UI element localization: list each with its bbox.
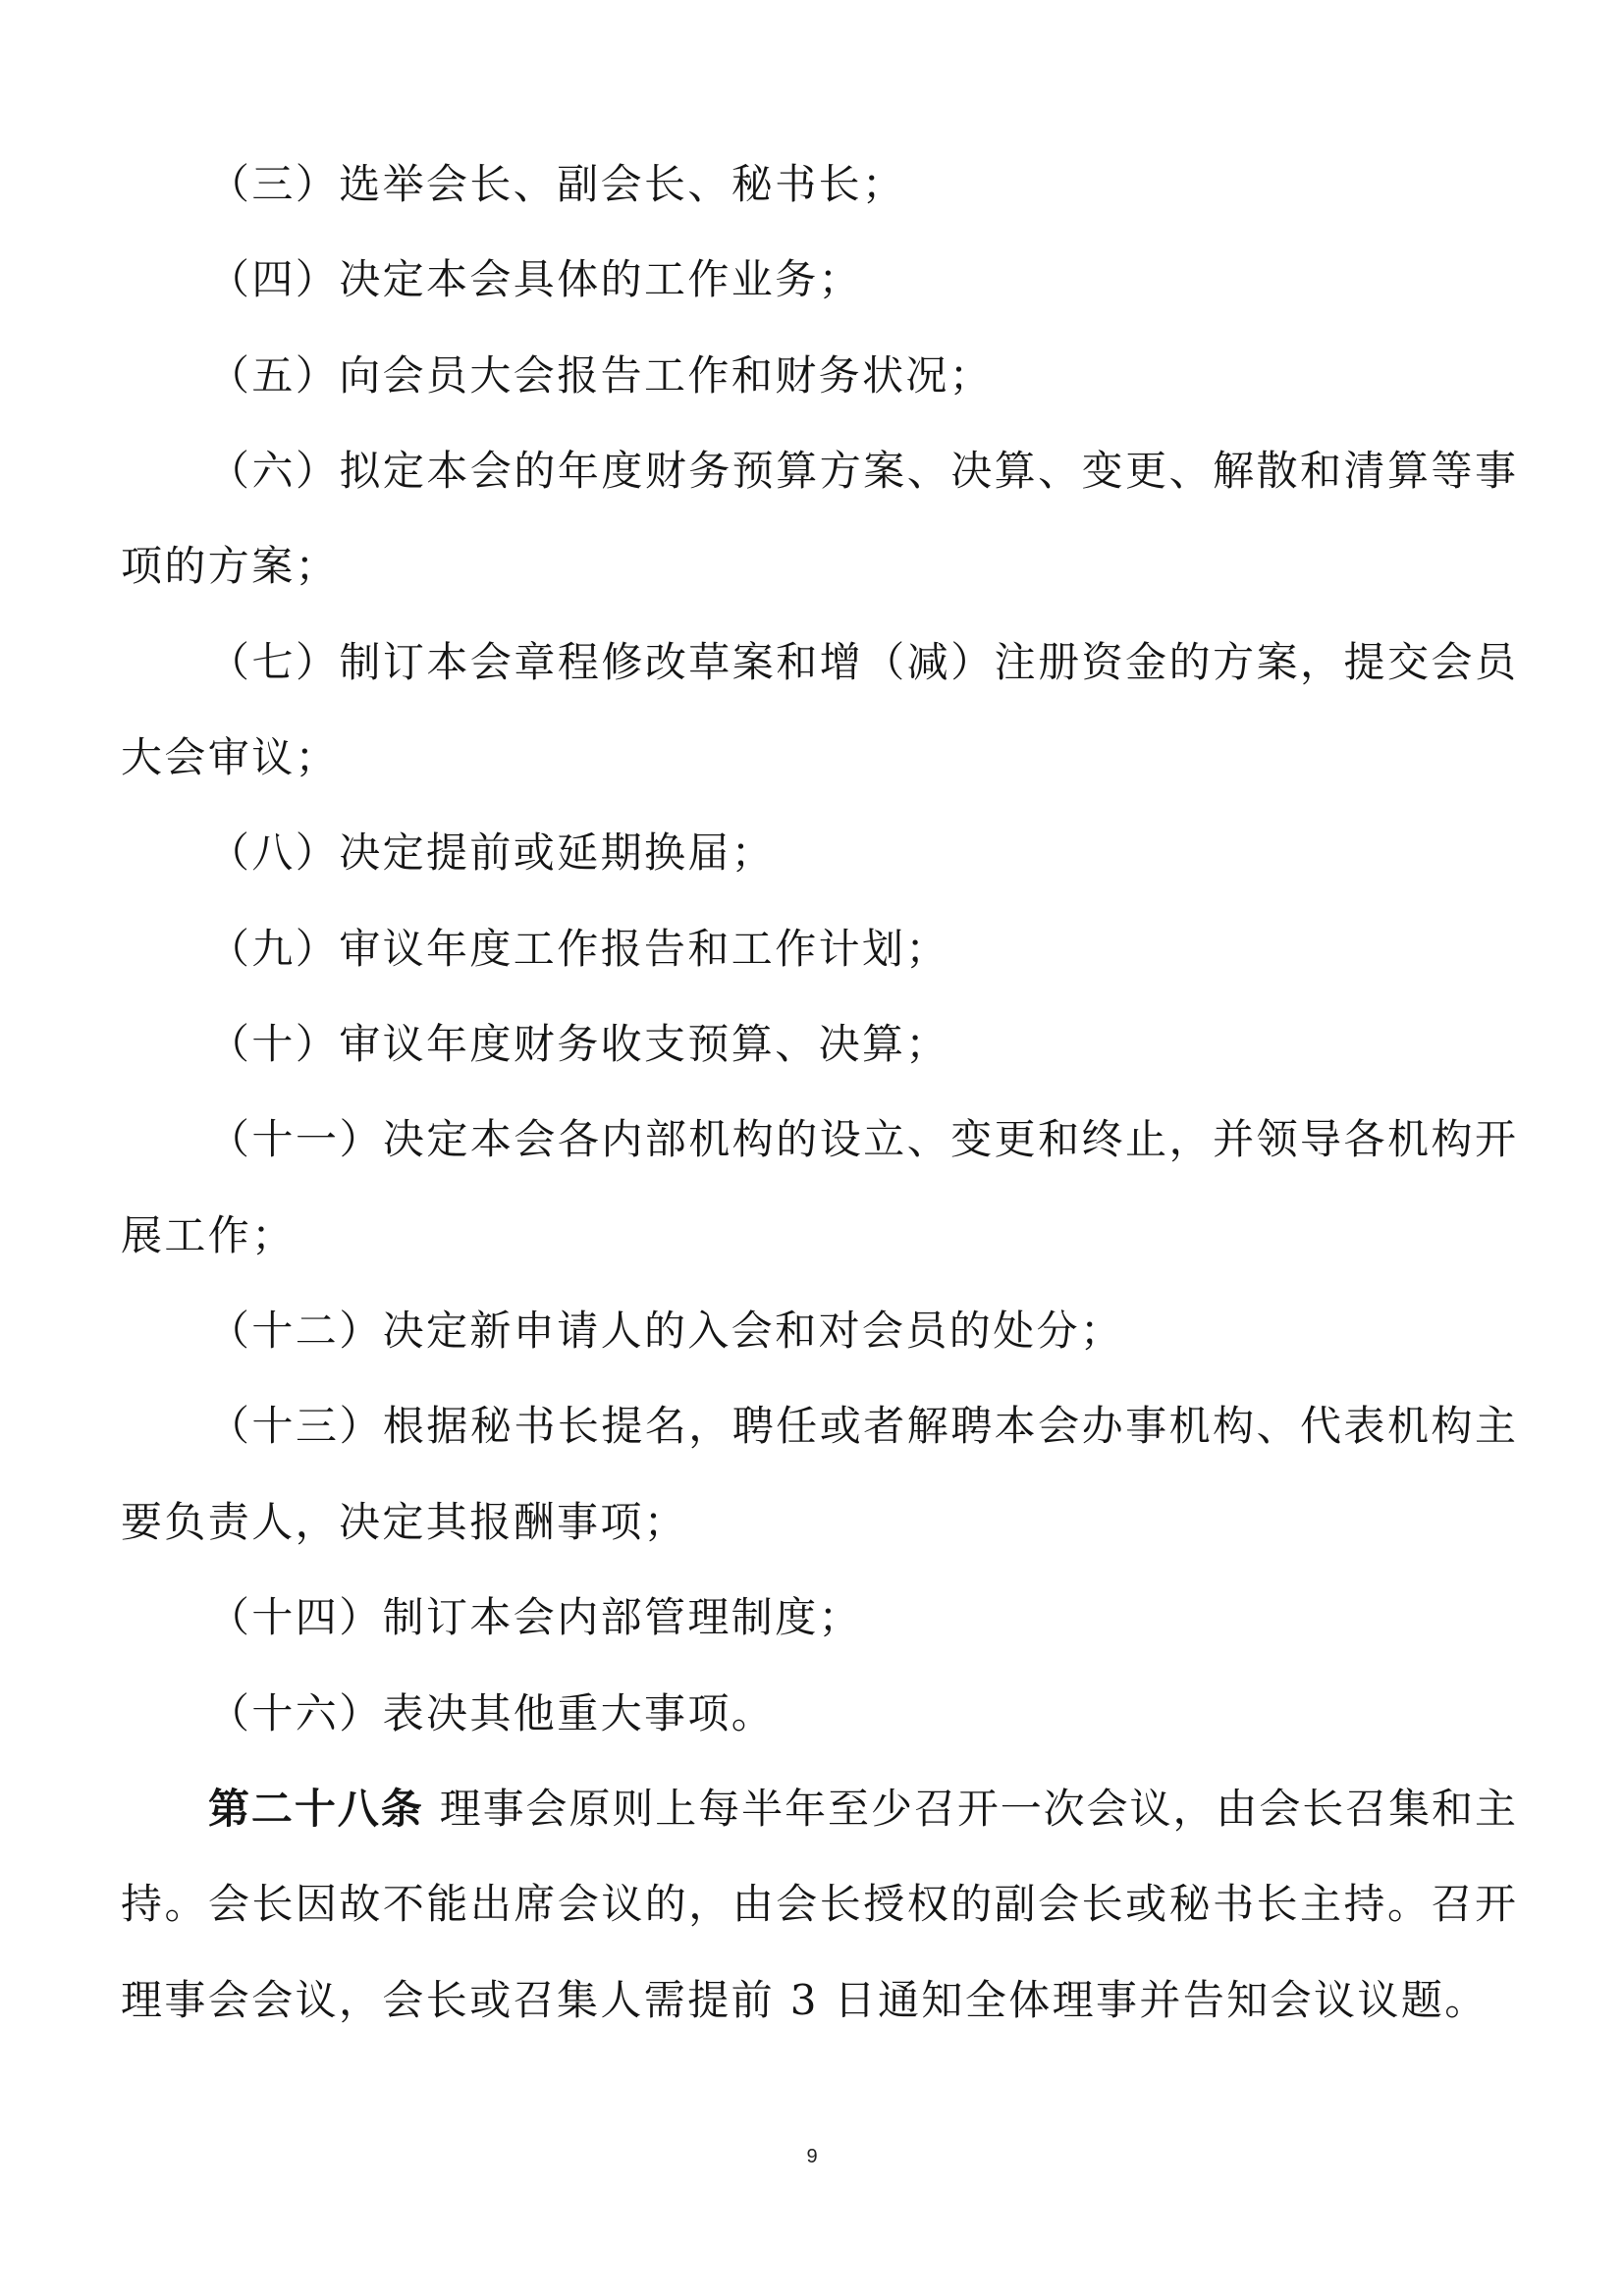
clause-line: （三）选举会长、副会长、秘书长； [208,160,906,208]
clause-line: （十四）制订本会内部管理制度； [208,1593,863,1642]
clause-11 [121,1092,1517,1283]
clause-line: 大会审议； [121,733,340,782]
clause-line: 项的方案； [121,542,340,591]
clause-6 [121,423,1517,614]
clause-line: （十三）根据秘书长提名，聘任或者解聘本会办事机构、代表机构主 [208,1402,1517,1451]
clause-line: （五）向会员大会报告工作和财务状况； [208,350,994,400]
clause-4 [121,232,1517,327]
clause-12 [121,1283,1517,1378]
clause-line: 展工作； [121,1210,296,1259]
article-line: 持。会长因故不能出席会议的，由会长授权的副会长或秘书长主持。召开 [121,1880,1517,1929]
article-label: 第二十八条 [208,1784,424,1833]
clause-line: 要负责人，决定其报酬事项； [121,1497,688,1546]
clause-line: （八）决定提前或延期换届； [208,828,776,878]
clause-line: （十一）决定本会各内部机构的设立、变更和终止，并领导各机构开 [208,1115,1517,1164]
clause-10 [121,996,1517,1092]
clause-line: （九）审议年度工作报告和工作计划； [208,924,949,973]
clause-line: （六）拟定本会的年度财务预算方案、决算、变更、解散和清算等事 [208,447,1517,496]
article-line [121,1761,1517,1856]
clause-13 [121,1378,1517,1570]
article-line: 理事会会议，会长或召集人需提前 3 日通知全体理事并告知会议议题。 [121,1975,1489,2024]
clause-3 [121,136,1517,232]
article-text: 理事会原则上每半年至少召开一次会议，由会长召集和主 [439,1784,1517,1833]
page-number: 9 [806,2146,818,2167]
clause-5 [121,328,1517,423]
clause-line: （七）制订本会章程修改草案和增（减）注册资金的方案，提交会员 [208,637,1517,686]
clause-9 [121,901,1517,996]
clause-line: （十六）表决其他重大事项。 [208,1688,776,1737]
clause-7 [121,614,1517,806]
document-body [121,136,1517,2048]
clause-line: （十二）决定新申请人的入会和对会员的处分； [208,1307,1124,1356]
clause-8 [121,805,1517,900]
clause-line: （十）审议年度财务收支预算、决算； [208,1020,949,1069]
clause-line: （四）决定本会具体的工作业务； [208,255,863,304]
article-28 [121,1761,1517,2048]
clause-14 [121,1570,1517,1665]
clause-16 [121,1666,1517,1761]
